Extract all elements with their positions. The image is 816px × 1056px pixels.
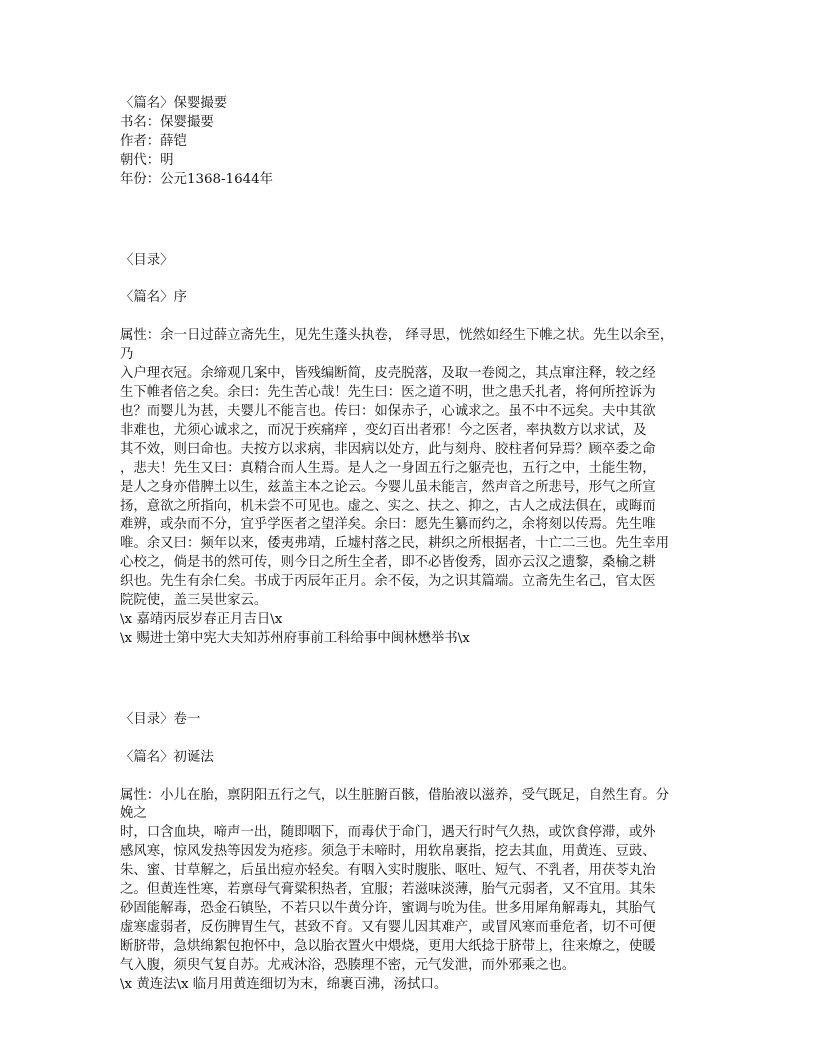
text-line: 之。但黄连性寒，若禀母气膏粱积热者，宜服；若滋味淡薄，胎气元弱者，又不宜用。其朱 (120, 882, 656, 898)
text-line: 娩之 (120, 806, 147, 822)
text-line: 院院使，盖三吴世家云。 (120, 593, 268, 609)
text-line: 砂固能解毒，恐金石镇坠，不若只以牛黄分许，蜜调与吮为佳。世多用犀角解毒丸，其胎气 (120, 901, 656, 916)
text-line: 也？而婴儿为甚，夫婴儿不能言也。传曰：如保赤子，心诚求之。虽不中不远矣。夫中其欲 (120, 403, 656, 419)
preface-date-line: \x 嘉靖丙辰岁春正月吉日\x (120, 611, 283, 627)
text-line: 织也。先生有余仁矣。书成于丙辰年正月。余不佞，为之识其篇端。立斋先生名己，官太医 (120, 574, 656, 590)
document-page (120, 95, 700, 995)
text-line: 扬，意欲之所指向，机未尝不可见也。虚之、实之、扶之、抑之，古人之成法俱在，或晦而 (120, 498, 656, 514)
text-line: 时，口含血块，啼声一出，随即咽下，而毒伏于命门，遇天行时气久热，或饮食停滞，或外 (120, 825, 656, 841)
toc-heading-volume-one: 〈目录〉卷一 (120, 711, 201, 727)
text-line: 气入腹，须臾气复自苏。尤戒沐浴，恐腠理不密，元气发泄，而外邪乘之也。 (120, 957, 576, 973)
text-line: 虚寒虚弱者，反伤脾胃生气，甚致不育。又有婴儿因其难产，或冒风寒而垂危者，切不可便 (120, 919, 656, 935)
section-title-preface: 〈篇名〉序 (120, 290, 187, 306)
text-line: 其不效，则曰命也。夫按方以求病，非因病以处方，此与刻舟、胶柱者何异焉？顾卒委之命 (120, 441, 656, 457)
newborn-method-body (120, 787, 700, 995)
text-line: 生下帷者倍之矣。余曰：先生苦心哉！先生曰：医之道不明，世之患夭扎者，将何所控诉为 (120, 385, 656, 401)
coptis-method-line: \x 黄连法\x 临月用黄连细切为末，绵裹百沸，汤拭口。 (120, 976, 448, 992)
text-line: 是人之身亦借脾土以生，兹盖主本之论云。今婴儿虽未能言，然声音之所悲号，形气之所宣 (120, 479, 656, 495)
preface-body (120, 327, 700, 648)
meta-line-year: 年份：公元1368-1644年 (120, 171, 274, 187)
text-line: 感风寒，惊风发热等因发为疮疹。须急于未啼时，用软帛裹指，挖去其血，用黄连、豆豉、 (120, 844, 656, 860)
text-line: 唯。余又曰：频年以来，倭夷弗靖，丘墟村落之民，耕织之所根据者，十亡二三也。先生幸用 (120, 536, 670, 552)
text-line: 心校之，倘是书的然可传，则今日之所生全者，即不必皆俊秀，固亦云汉之遗黎，桑榆之耕 (120, 555, 656, 571)
text-line: 难辨，或杂而不分，宜乎学医者之望洋矣。余曰：愿先生纂而约之，余将刻以传焉。先生唯 (120, 517, 656, 533)
toc-heading: 〈目录〉 (120, 252, 174, 268)
text-line: 属性：小儿在胎，禀阴阳五行之气，以生脏腑百骸，借胎液以滋养，受气既足，自然生育。分 (120, 787, 670, 803)
text-line: 乃 (120, 347, 134, 363)
meta-line-dynasty: 朝代：明 (120, 152, 174, 168)
text-line: ，悲夫！先生又曰：真精合而人生焉。是人之一身固五行之躯壳也，五行之中，土能生物， (120, 460, 656, 476)
text-line: 朱、蜜、甘草解之，后虽出痘亦轻矣。有咽入实时腹胀、呕吐、短气、不乳者，用茯苓丸治 (120, 863, 656, 879)
book-metadata (120, 95, 700, 190)
preface-signature-line: \x 赐进士第中宪大夫知苏州府事前工科给事中闽林懋举书\x (120, 630, 470, 646)
meta-line-author: 作者：薛铠 (120, 133, 187, 149)
text-line: 断脐带，急烘绵絮包抱怀中，急以胎衣置火中煨烧，更用大纸捻于脐带上，往来燎之，使暖 (120, 938, 656, 954)
meta-line-title: 〈篇名〉保婴撮要 (120, 96, 228, 111)
section-title-newborn-method: 〈篇名〉初诞法 (120, 749, 214, 765)
meta-line-book: 书名：保婴撮要 (120, 114, 214, 130)
text-line: 属性：余一日过薛立斋先生，见先生蓬头执卷， 绎寻思，恍然如经生下帷之状。先生以余至， (120, 328, 674, 344)
text-line: 非难也，尤须心诚求之，而况于疾痛痒 ，变幻百出者邪！今之医者，率执数方以求试，及 (120, 422, 647, 438)
text-line: 入户理衣冠。余缔观几案中，皆残编断简，皮壳脱落，及取一卷阅之，其点窜注释，较之经 (120, 366, 656, 382)
